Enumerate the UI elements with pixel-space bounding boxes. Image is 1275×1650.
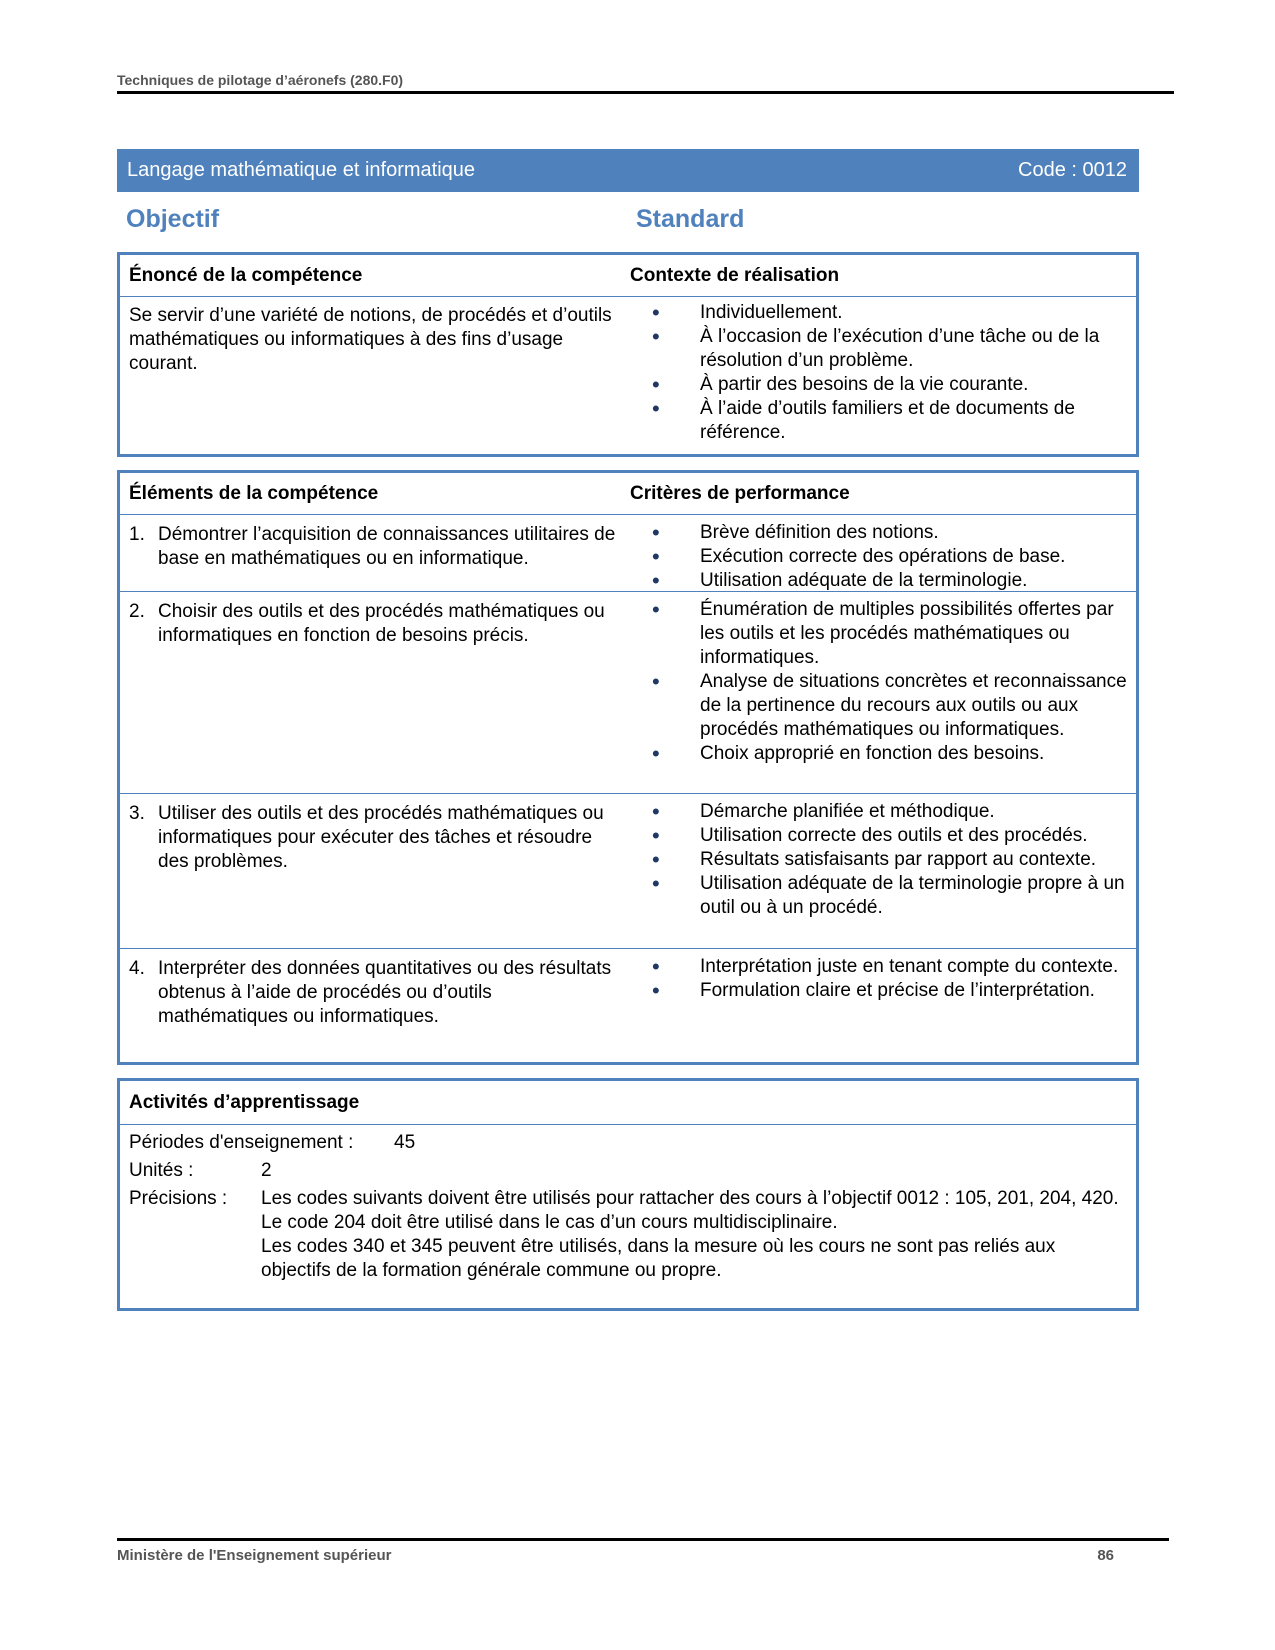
enonce-label: Énoncé de la compétence [129, 264, 363, 286]
criteria-list [630, 592, 1136, 770]
periodes-label: Périodes d'enseignement : [129, 1132, 354, 1153]
course-code: Code : 0012 [1018, 159, 1127, 181]
competence-header-row [120, 255, 1136, 297]
enonce-text: Se servir d’une variété de notions, de procédés et d’outils mathématiques ou informatiques à des fins d’usage courant. [129, 305, 612, 374]
list-item: • Utilisation adéquate de la terminologie. [630, 569, 1128, 593]
list-item: • À l’aide d’outils familiers et de documents de référence. [630, 397, 1128, 445]
criteria-list [630, 515, 1136, 597]
course-title-bar [117, 149, 1139, 192]
list-item: • Interprétation juste en tenant compte du contexte. [630, 955, 1128, 979]
unites-label: Unités : [129, 1160, 194, 1181]
table-row [120, 592, 1136, 794]
list-item: • Exécution correcte des opérations de base. [630, 545, 1128, 569]
element-text: Démontrer l’acquisition de connaissances utilitaires de base en mathématiques ou en informatique. [158, 524, 616, 569]
criteria-list [630, 794, 1136, 924]
criteria-list [630, 949, 1136, 1007]
element-number: 4. [129, 958, 145, 979]
periodes-row [129, 1131, 1128, 1155]
unites-value: 2 [261, 1160, 272, 1181]
elements-label: Éléments de la compétence [129, 482, 379, 504]
criteres-label: Critères de performance [630, 482, 850, 504]
course-name: Langage mathématique et informatique [127, 159, 476, 181]
page-header [117, 72, 1174, 94]
elements-header-row [120, 473, 1136, 515]
element-number: 3. [129, 803, 145, 824]
list-item: • À l’occasion de l’exécution d’une tâche ou de la résolution d’un problème. [630, 325, 1128, 373]
element-cell [120, 949, 630, 1029]
element-cell [120, 794, 630, 948]
element-text: Choisir des outils et des procédés mathématiques ou informatiques en fonction de besoins précis. [158, 601, 605, 646]
objectif-heading: Objectif [126, 205, 220, 233]
precision-line: Les codes suivants doivent être utilisés pour rattacher des cours à l’objectif 0012 : 105, 201, 204, 420. [261, 1188, 1119, 1209]
document-title: Techniques de pilotage d’aéronefs (280.F0) [117, 72, 404, 88]
periodes-value: 45 [394, 1132, 416, 1153]
element-text: Interpréter des données quantitatives ou des résultats obtenus à l’aide de procédés ou d’outils mathématiques ou informatiques. [158, 958, 612, 1027]
list-item: • Utilisation correcte des outils et des procédés. [630, 824, 1128, 848]
activites-box [117, 1078, 1139, 1311]
element-cell [120, 515, 630, 591]
list-item: • Choix approprié en fonction des besoins. [630, 742, 1128, 766]
table-row [120, 794, 1136, 949]
list-item: • Résultats satisfaisants par rapport au contexte. [630, 848, 1128, 872]
element-cell [120, 592, 630, 793]
activites-label: Activités d’apprentissage [120, 1081, 1136, 1125]
element-number: 1. [129, 524, 145, 545]
list-item: • Énumération de multiples possibilités offertes par les outils et les procédés mathématiques ou informatiques. [630, 598, 1128, 670]
contexte-label: Contexte de réalisation [630, 264, 840, 286]
element-number: 2. [129, 601, 145, 622]
table-row [120, 515, 1136, 592]
page-footer [117, 1538, 1169, 1564]
competence-box [117, 252, 1139, 457]
list-item: • Formulation claire et précise de l’interprétation. [630, 979, 1128, 1003]
elements-box [117, 470, 1139, 1065]
list-item: • Individuellement. [630, 301, 1128, 325]
page-number: 86 [1097, 1547, 1114, 1564]
table-row [120, 949, 1136, 1029]
list-item: • Analyse de situations concrètes et reconnaissance de la pertinence du recours aux outils ou aux procédés mathématiques ou informatiques. [630, 670, 1128, 742]
unites-row [129, 1159, 1128, 1183]
list-item: • Brève définition des notions. [630, 521, 1128, 545]
competence-content-row [120, 297, 1136, 449]
precision-line: Les codes 340 et 345 peuvent être utilisés, dans la mesure où les cours ne sont pas reliés aux objectifs de la formation générale commune ou propre. [261, 1236, 1056, 1281]
precisions-row [129, 1187, 1128, 1283]
standard-heading: Standard [636, 205, 745, 233]
list-item: • Démarche planifiée et méthodique. [630, 800, 1128, 824]
ministry-name: Ministère de l'Enseignement supérieur [117, 1547, 392, 1564]
list-item: • Utilisation adéquate de la terminologie propre à un outil ou à un procédé. [630, 872, 1128, 920]
contexte-list [630, 297, 1136, 449]
precisions-label: Précisions : [129, 1188, 228, 1209]
precision-line: Le code 204 doit être utilisé dans le cas d’un cours multidisciplinaire. [261, 1212, 838, 1233]
element-text: Utiliser des outils et des procédés mathématiques ou informatiques pour exécuter des tâches et résoudre des problèmes. [158, 803, 604, 872]
activites-body [120, 1125, 1136, 1297]
list-item: • À partir des besoins de la vie courante. [630, 373, 1128, 397]
